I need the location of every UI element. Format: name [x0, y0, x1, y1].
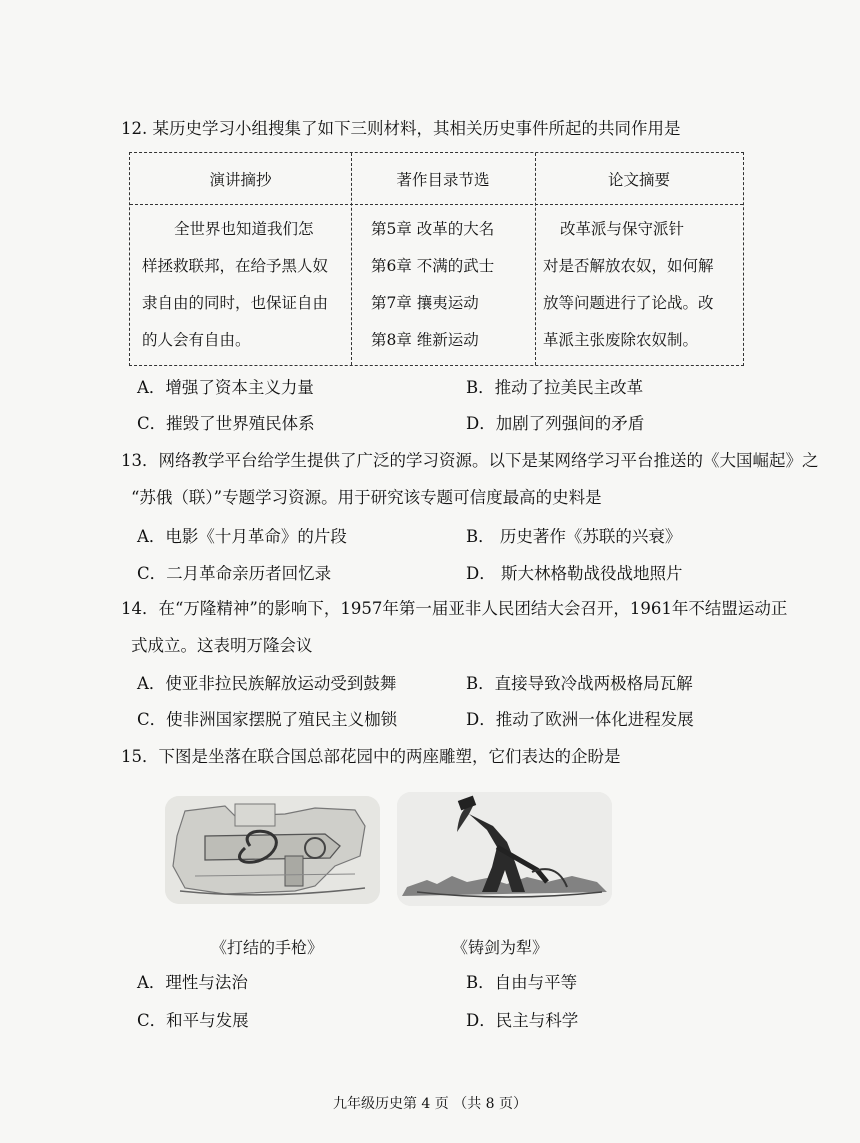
q12-option-a[interactable]: A．增强了资本主义力量 — [137, 378, 314, 397]
paper-line: 改革派与保守派针 — [560, 220, 685, 238]
q14-stem: 14．在“万隆精神”的影响下，1957年第一届亚非人民团结大会召开，1961年不结盟运动正 — [121, 599, 788, 618]
q13-stem: 13．网络教学平台给学生提供了广泛的学习资源。以下是某网络学习平台推送的《大国崛起》之 — [121, 451, 819, 470]
q12-option-b[interactable]: B．推动了拉美民主改革 — [466, 378, 644, 397]
book-chapter: 第8章 维新运动 — [371, 331, 479, 349]
swords-to-plowshares-sculpture-image — [397, 792, 612, 906]
table-header-book: 著作目录节选 — [396, 171, 490, 189]
paper-line: 革派主张废除农奴制。 — [543, 331, 699, 349]
q13-option-a[interactable]: A．电影《十月革命》的片段 — [137, 527, 347, 546]
q15-option-a[interactable]: A．理性与法治 — [137, 973, 248, 992]
q15-option-d[interactable]: D．民主与科学 — [466, 1011, 579, 1030]
q14-option-a[interactable]: A．使亚非拉民族解放运动受到鼓舞 — [137, 674, 397, 693]
q15-option-c[interactable]: C．和平与发展 — [137, 1011, 249, 1030]
book-chapter: 第7章 攘夷运动 — [371, 294, 479, 312]
q14-option-b[interactable]: B．直接导致冷战两极格局瓦解 — [466, 674, 693, 693]
speech-line: 的人会有自由。 — [142, 331, 251, 349]
caption-swords-to-plowshares: 《铸剑为犁》 — [452, 938, 549, 957]
book-chapter: 第5章 改革的大名 — [371, 220, 495, 238]
paper-line: 对是否解放农奴，如何解 — [543, 257, 714, 275]
knotted-gun-sculpture-image — [165, 796, 380, 904]
q12-material-table — [129, 152, 744, 366]
q13-option-d[interactable]: D． 斯大林格勒战役战地照片 — [466, 564, 683, 583]
q14-stem-cont: 式成立。这表明万隆会议 — [131, 636, 313, 655]
q13-option-b[interactable]: B． 历史著作《苏联的兴衰》 — [466, 527, 682, 546]
q15-stem: 15．下图是坐落在联合国总部花园中的两座雕塑，它们表达的企盼是 — [121, 747, 621, 766]
q15-option-b[interactable]: B．自由与平等 — [466, 973, 578, 992]
page-footer: 九年级历史第 4 页 （共 8 页） — [332, 1096, 528, 1112]
speech-line: 全世界也知道我们怎 — [174, 220, 314, 238]
q13-option-c[interactable]: C．二月革命亲历者回忆录 — [137, 564, 332, 583]
knotted-gun-icon — [165, 796, 380, 904]
q14-option-c[interactable]: C．使非洲国家摆脱了殖民主义枷锁 — [137, 710, 398, 729]
q12-stem: 12. 某历史学习小组搜集了如下三则材料，其相关历史事件所起的共同作用是 — [121, 119, 681, 138]
sculpture-figure-icon — [397, 792, 612, 906]
q12-option-d[interactable]: D．加剧了列强间的矛盾 — [466, 414, 645, 433]
speech-line: 隶自由的同时，也保证自由 — [142, 294, 329, 312]
caption-knotted-gun: 《打结的手枪》 — [211, 938, 324, 957]
speech-line: 样拯救联邦，在给予黑人奴 — [142, 257, 329, 275]
table-header-paper: 论文摘要 — [607, 171, 670, 189]
book-chapter: 第6章 不满的武士 — [371, 257, 495, 275]
q12-option-c[interactable]: C．摧毁了世界殖民体系 — [137, 414, 315, 433]
table-header-speech: 演讲摘抄 — [209, 171, 272, 189]
q14-option-d[interactable]: D．推动了欧洲一体化进程发展 — [466, 710, 694, 729]
paper-line: 放等问题进行了论战。改 — [543, 294, 714, 312]
q13-stem-cont: “苏俄（联）”专题学习资源。用于研究该专题可信度最高的史料是 — [131, 488, 602, 507]
